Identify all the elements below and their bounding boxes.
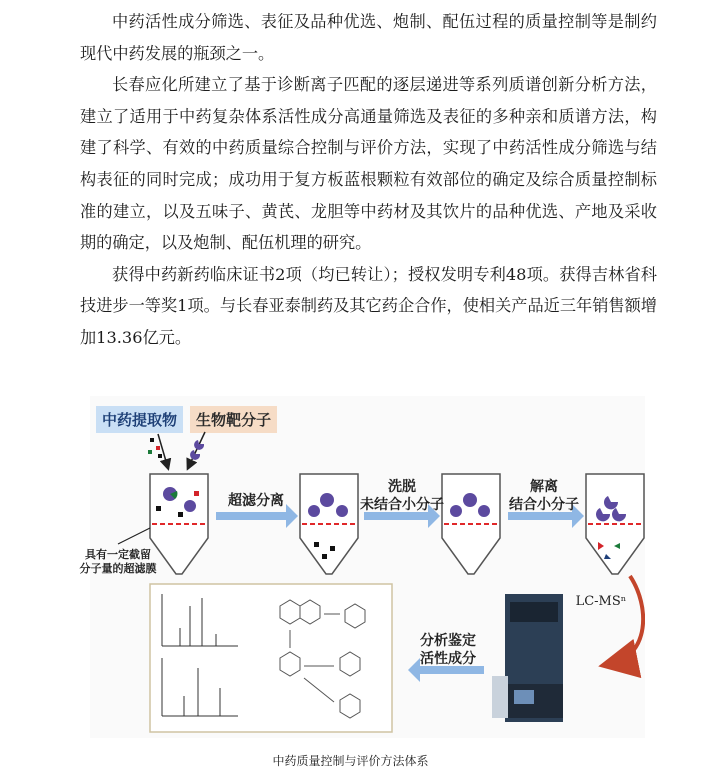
lcms-instrument-icon xyxy=(492,594,563,722)
paragraph-3: 获得中药新药临床证书2项（均已转让）；授权发明专利48项。获得吉林省科技进步一等奖1项。与长春亚泰制药及其它药企合作，使相关产品近三年销售额增加13.36亿元。 xyxy=(80,264,657,347)
label-ultrafiltration: 超滤分离 xyxy=(228,493,284,509)
paragraph-2: 长春应化所建立了基于诊断离子匹配的逐层递进等系列质谱创新分析方法，建立了适用于中药复杂体系活性成分高通量筛选及表征的多种亲和质谱方法，构建了科学、有效的中药质量综合控制与评价方法，实现了中药活性成分筛选与结构表征的同时完成；成功用于复方板蓝根颗粒有效部位的确定及综合质量控制标准的建立，以及五味子、黄芪、龙胆等中药材及其饮片的品种优选、产地及采收期的确定，以及炮制、配伍机理的研究。 xyxy=(80,75,657,253)
tag-extract: 中药提取物 xyxy=(96,406,183,433)
tube-3 xyxy=(442,474,500,574)
paragraph-1: 中药活性成分筛选、表征及品种优选、炮制、配伍过程的质量控制等是制约现代中药发展的瓶颈之一。 xyxy=(80,12,657,63)
membrane-pointer xyxy=(118,528,150,544)
label-dissociation-line1: 解离 xyxy=(530,479,558,495)
input-arrow-target xyxy=(188,432,205,468)
figure-caption: 中药质量控制与评价方法体系 xyxy=(272,754,429,768)
analysis-label-line2: 活性成分 xyxy=(420,651,476,667)
membrane-label-line1: 具有一定截留 xyxy=(85,548,151,561)
body-text xyxy=(80,6,657,354)
workflow-diagram xyxy=(90,396,645,738)
tube-4 xyxy=(586,474,644,574)
label-wash-line1: 洗脱 xyxy=(388,479,416,495)
method-figure xyxy=(79,396,645,738)
spectra-structures-panel xyxy=(150,584,392,732)
analysis-label-line1: 分析鉴定 xyxy=(420,633,476,649)
to-lcms-arrow xyxy=(610,576,643,664)
label-wash-line2: 未结合小分子 xyxy=(360,497,444,513)
label-dissociation-line2: 结合小分子 xyxy=(509,497,579,513)
input-arrow-extract xyxy=(158,434,168,468)
membrane-label-line2: 分子量的超滤膜 xyxy=(79,562,157,575)
tube-2 xyxy=(300,474,358,574)
tag-target: 生物靶分子 xyxy=(190,406,277,433)
lcms-label: LC-MSⁿ xyxy=(575,594,627,609)
